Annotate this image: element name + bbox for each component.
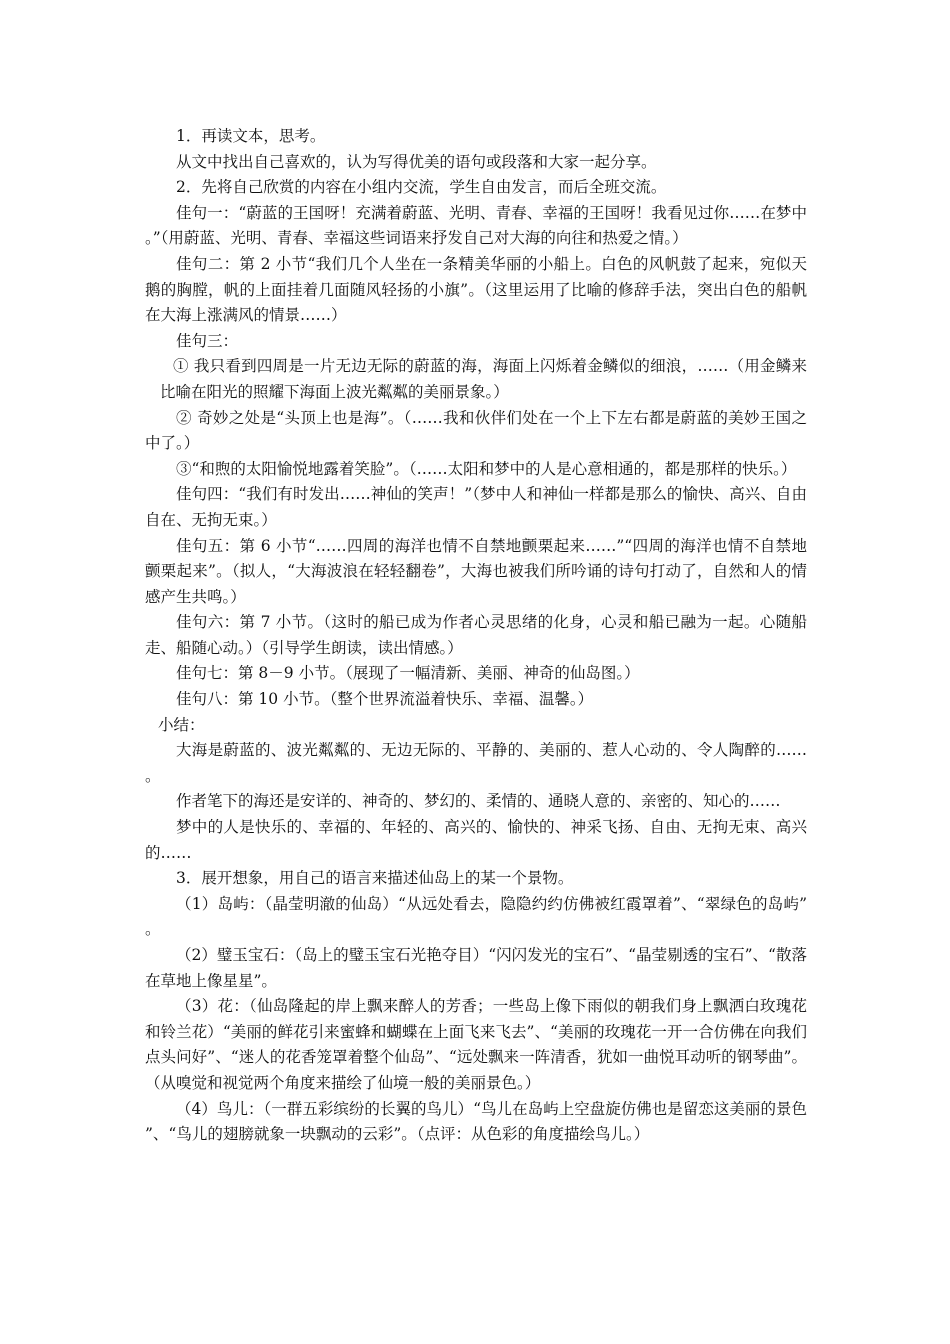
paragraph: 作者笔下的海还是安详的、神奇的、梦幻的、柔情的、通晓人意的、亲密的、知心的…… [176, 792, 781, 811]
paragraph: 佳句七：第 8－9 小节。（展现了一幅清新、美丽、神奇的仙岛图。） [176, 664, 640, 683]
paragraph: 从文中找出自己喜欢的，认为写得优美的语句或段落和大家一起分享。 [176, 152, 657, 171]
paragraph: 佳句六：第 7 小节。（这时的船已成为作者心灵思绪的化身，心灵和船已融为一起。心随船走、船随心动。）（引导学生朗读，读出情感。） [145, 613, 807, 657]
paragraph: ③“和煦的太阳愉悦地露着笑脸”。（……太阳和梦中的人是心意相通的，都是那样的快乐。） [176, 459, 797, 478]
paragraph: 佳句五：第 6 小节“……四周的海洋也情不自禁地颤栗起来……”“四周的海洋也情不自禁地颤栗起来”。（拟人，“大海波浪在轻轻翻卷”，大海也被我们所吟诵的诗句打动了，自然和人的情感产生共鸣。） [145, 536, 807, 606]
paragraph: 佳句一：“蔚蓝的王国呀！充满着蔚蓝、光明、青春、幸福的王国呀！我看见过你……在梦中。”（用蔚蓝、光明、青春、幸福这些词语来抒发自己对大海的向往和热爱之情。） [145, 203, 807, 248]
paragraph: （1）岛屿：（晶莹明澈的仙岛）“从远处看去，隐隐约约仿佛被红霞罩着”、“翠绿色的岛屿”。 [145, 894, 807, 939]
paragraph: 梦中的人是快乐的、幸福的、年轻的、高兴的、愉快的、神采飞扬、自由、无拘无束、高兴的…… [145, 818, 807, 862]
paragraph: 佳句四：“我们有时发出……神仙的笑声！”（梦中人和神仙一样都是那么的愉快、高兴、自由自在、无拘无束。） [145, 485, 807, 529]
paragraph: 佳句二：第 2 小节“我们几个人坐在一条精美华丽的小船上。白色的风帆鼓了起来，宛似天鹅的胸膛，帆的上面挂着几面随风轻扬的小旗”。（这里运用了比喻的修辞手法，突出白色的船帆在大海上涨满风的情景……） [145, 254, 807, 325]
paragraph: 佳句三： [176, 331, 239, 350]
paragraph: 1．再读文本，思考。 [176, 127, 326, 145]
paragraph: 大海是蔚蓝的、波光粼粼的、无边无际的、平静的、美丽的、惹人心动的、令人陶醉的……。 [145, 741, 807, 785]
paragraph: 小结： [158, 715, 205, 734]
paragraph: 3．展开想象，用自己的语言来描述仙岛上的某一个景物。 [176, 869, 574, 888]
paragraph: 佳句八：第 10 小节。（整个世界流溢着快乐、幸福、温馨。） [176, 690, 594, 709]
paragraph: ① 我只看到四周是一片无边无际的蔚蓝的海，海面上闪烁着金鳞似的细浪，……（用金鳞来比喻在阳光的照耀下海面上波光粼粼的美丽景象。） [160, 357, 807, 401]
paragraph: 2．先将自己欣赏的内容在小组内交流，学生自由发言，而后全班交流。 [176, 178, 667, 197]
document-body [145, 124, 807, 1148]
paragraph: （4）鸟儿：（一群五彩缤纷的长翼的鸟儿）“鸟儿在岛屿上空盘旋仿佛也是留恋这美丽的景色”、“鸟儿的翅膀就象一块飘动的云彩”。（点评：从色彩的角度描绘鸟儿。） [145, 1099, 807, 1144]
paragraph: （2）璧玉宝石：（岛上的璧玉宝石光艳夺目）“闪闪发光的宝石”、“晶莹剔透的宝石”、“散落在草地上像星星”。 [145, 946, 807, 990]
paragraph: ② 奇妙之处是“头顶上也是海”。（……我和伙伴们处在一个上下左右都是蔚蓝的美妙王国之中了。） [145, 408, 807, 453]
paragraph: （3）花：（仙岛隆起的岸上飘来醉人的芳香；一些岛上像下雨似的朝我们身上飘洒白玫瑰花和铃兰花）“美丽的鲜花引来蜜蜂和蝴蝶在上面飞来飞去”、“美丽的玫瑰花一开一合仿佛在向我们点头问好”、“迷人的花香笼罩着整个仙岛”、“远处飘来一阵清香，犹如一曲悦耳动听的钢琴曲”。（从嗅觉和视觉两个角度来描绘了仙境一般的美丽景色。） [145, 997, 807, 1092]
